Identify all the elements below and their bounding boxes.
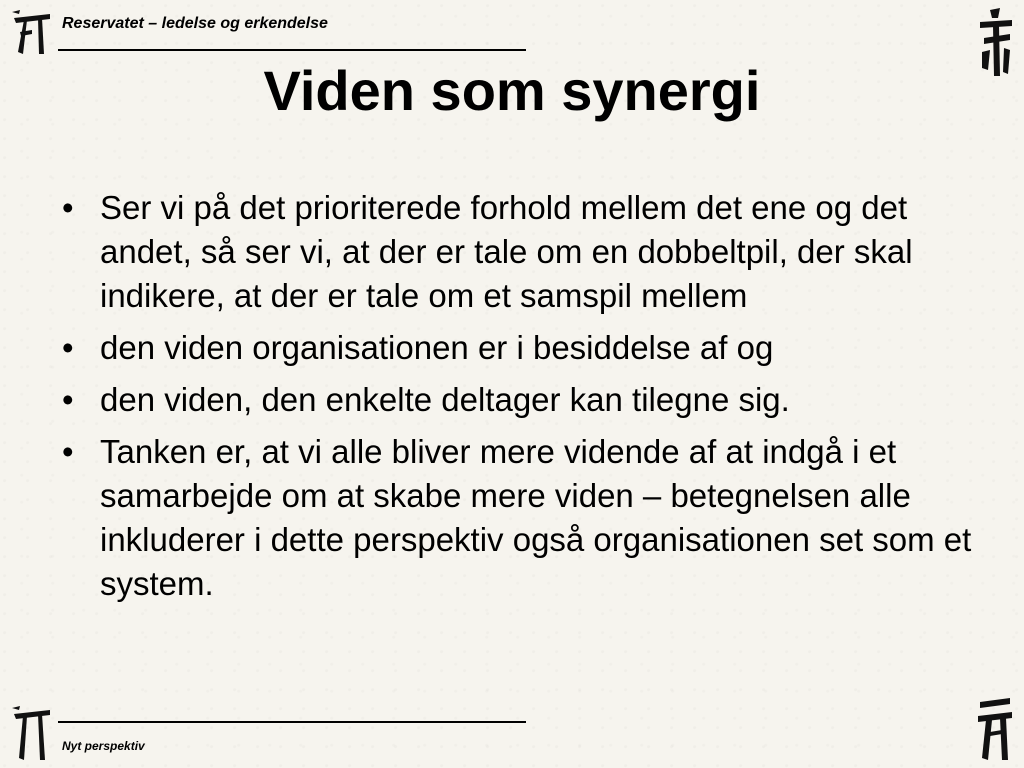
bullet-marker: • — [62, 329, 74, 366]
bullet-item — [62, 378, 972, 422]
bullet-item — [62, 326, 972, 370]
calligraphy-glyph-icon — [10, 8, 54, 56]
calligraphy-glyph-icon — [974, 696, 1016, 762]
bullet-text: Tanken er, at vi alle bliver mere vidende af at indgå i et samarbejde om at skabe mere viden – betegnelsen alle inkluderer i dette perspektiv også organisationen set som et system. — [100, 433, 972, 602]
bullet-item — [62, 430, 972, 606]
bullet-marker: • — [62, 381, 74, 418]
header-divider — [58, 49, 526, 51]
bullet-text: den viden, den enkelte deltager kan tilegne sig. — [100, 381, 790, 418]
header-title: Reservatet – ledelse og erkendelse — [62, 15, 328, 32]
slide-title: Viden som synergi — [263, 59, 761, 122]
bullet-text: den viden organisationen er i besiddelse af og — [100, 329, 774, 366]
bullet-list — [62, 186, 972, 614]
footer-divider — [58, 721, 526, 723]
bullet-marker: • — [62, 433, 74, 470]
bullet-marker: • — [62, 189, 74, 226]
footer-title: Nyt perspektiv — [62, 739, 145, 753]
bullet-item — [62, 186, 972, 318]
bullet-text: Ser vi på det prioriterede forhold mellem det ene og det andet, så ser vi, at der er tale om en dobbeltpil, der skal indikere, at der er tale om et samspil mellem — [100, 189, 913, 314]
calligraphy-glyph-icon — [10, 706, 54, 762]
